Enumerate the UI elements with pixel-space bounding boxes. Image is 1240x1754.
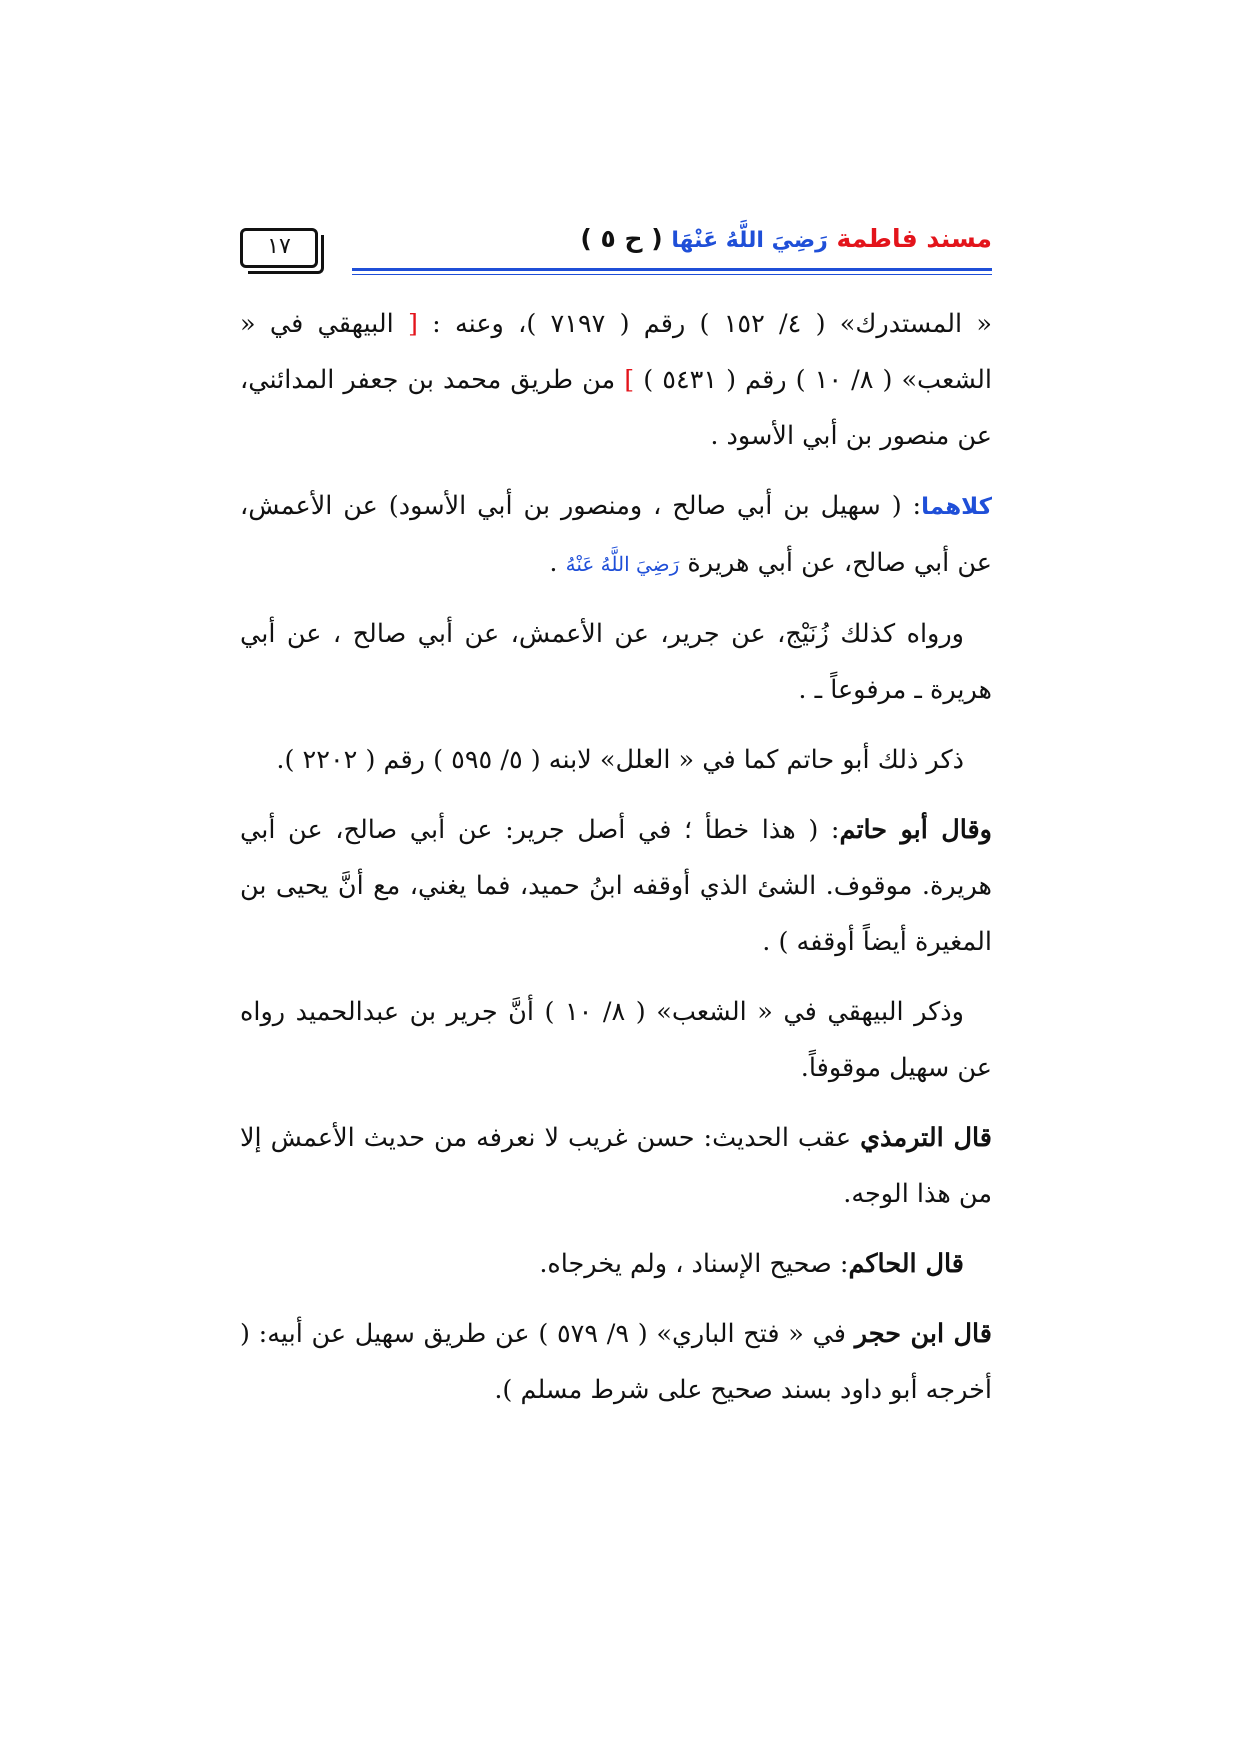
paragraph-8 bbox=[240, 1236, 992, 1292]
honorific-glyph-inline: رَضِيَ اللَّهُ عَنْهُ bbox=[565, 552, 680, 576]
paragraph-1-text-a: « المستدرك» ( ٤/ ١٥٢ ) رقم ( ٧١٩٧ )، وعنه : bbox=[417, 309, 992, 339]
paragraph-8-text: : صحيح الإسناد ، ولم يخرجاه. bbox=[539, 1249, 849, 1279]
paragraph-1-text-b: البيهقي في « الشعب» ( ٨/ ١٠ ) رقم ( ٥٤٣١ ) bbox=[240, 309, 992, 395]
paragraph-4-text: ذكر ذلك أبو حاتم كما في « العلل» لابنه ( ٥/ ٥٩٥ ) رقم ( ٢٢٠٢ ). bbox=[276, 745, 964, 775]
paragraph-8-label: قال الحاكم bbox=[848, 1249, 964, 1279]
paragraph-7-text: عقب الحديث: حسن غريب لا نعرفه من حديث الأعمش إلا من هذا الوجه. bbox=[240, 1123, 992, 1209]
paragraph-1 bbox=[240, 296, 992, 464]
paragraph-2 bbox=[240, 478, 992, 592]
paragraph-5-text: : ( هذا خطأ ؛ في أصل جرير: عن أبي صالح، عن أبي هريرة. موقوف. الشئ الذي أوقفه ابنُ حميد، فما يغني، مع أنَّ يحيى بن المغيرة أيضاً أوقفه ) . bbox=[240, 815, 992, 957]
honorific-glyph: رَضِيَ اللَّهُ عَنْهَا bbox=[671, 228, 828, 253]
paragraph-9-label: قال ابن حجر bbox=[854, 1319, 992, 1349]
paragraph-7 bbox=[240, 1110, 992, 1222]
close-bracket: ] bbox=[624, 365, 635, 395]
paragraph-7-label: قال الترمذي bbox=[860, 1123, 992, 1153]
header-rule bbox=[352, 268, 992, 271]
page-body bbox=[240, 296, 992, 1432]
page-header bbox=[240, 222, 992, 270]
header-rule-thin bbox=[352, 274, 992, 275]
paragraph-9-text: في « فتح الباري» ( ٩/ ٥٧٩ ) عن طريق سهيل عن أبيه: ( أخرجه أبو داود بسند صحيح على شرط مسلم ). bbox=[240, 1319, 992, 1405]
paragraph-6-text: وذكر البيهقي في « الشعب» ( ٨/ ١٠ ) أنَّ جرير بن عبدالحميد رواه عن سهيل موقوفاً. bbox=[240, 997, 992, 1083]
paragraph-5 bbox=[240, 802, 992, 970]
page-number-frame bbox=[240, 228, 318, 268]
page-number: ١٧ bbox=[267, 234, 291, 259]
paragraph-4 bbox=[240, 732, 992, 788]
paragraph-3-text: ورواه كذلك زُنَيْج، عن جرير، عن الأعمش، عن أبي صالح ، عن أبي هريرة ـ مرفوعاً ـ . bbox=[240, 619, 992, 705]
paragraph-5-label: وقال أبو حاتم bbox=[839, 815, 992, 845]
paragraph-2-text-a: : ( سهيل بن أبي صالح ، ومنصور بن أبي الأسود) عن الأعمش، عن أبي صالح، عن أبي هريرة bbox=[240, 491, 992, 578]
paragraph-3 bbox=[240, 606, 992, 718]
paragraph-1-text-c: من طريق محمد بن جعفر المدائني، عن منصور بن أبي الأسود . bbox=[240, 365, 992, 451]
paragraph-6 bbox=[240, 984, 992, 1096]
volume-label: ( ح ٥ ) bbox=[580, 224, 663, 253]
paragraph-2-label: كلاهما bbox=[921, 494, 992, 520]
paragraph-9 bbox=[240, 1306, 992, 1418]
open-bracket: [ bbox=[407, 309, 418, 339]
book-title-text: مسند فاطمة bbox=[836, 224, 992, 253]
book-title bbox=[580, 222, 992, 258]
paragraph-2-text-b: . bbox=[549, 548, 566, 578]
document-page bbox=[240, 222, 992, 1405]
